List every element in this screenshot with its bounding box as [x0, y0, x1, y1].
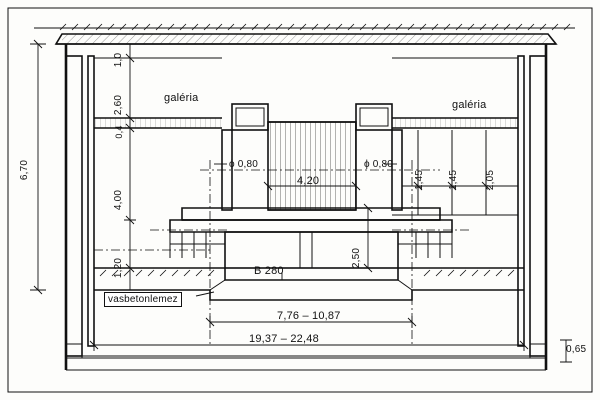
dim-right-2-text: 1,45	[448, 169, 459, 191]
label-gallery-left: galéria	[164, 92, 199, 104]
dim-right-3-text: 2,05	[485, 169, 496, 191]
dim-left-chain	[124, 44, 136, 290]
label-beam-note: B 280	[254, 265, 284, 277]
leader-slab-note	[196, 292, 214, 296]
dim-bottom-outer-text: 19,37 – 22,48	[249, 333, 319, 345]
dim-left-2-text: 2,60	[113, 94, 124, 116]
dim-col-left-text: ϕ 0,80	[229, 159, 259, 170]
dim-left-4-text: 4,00	[113, 189, 124, 211]
label-slab-note: vasbetonlemez	[104, 292, 182, 307]
terrain-hatching	[60, 24, 570, 30]
dim-left-5-text: 1,20	[113, 257, 124, 279]
label-gallery-right: galéria	[452, 99, 487, 111]
dim-center-depth	[362, 204, 374, 272]
dim-left-total-text: 6,70	[19, 159, 30, 181]
dim-center-depth-text: 2,50	[351, 247, 362, 269]
dim-col-right-text: ϕ 0,80	[364, 159, 394, 170]
dim-left-3-text: 0,4	[114, 125, 124, 139]
dim-left-total	[30, 40, 46, 294]
dim-right-1-text: 1,45	[414, 169, 425, 191]
dim-left-1-text: 1,0	[113, 52, 124, 68]
dim-bottom-inner-text: 7,76 – 10,87	[277, 310, 341, 322]
dim-center-span-text: 4,20	[297, 175, 320, 187]
dim-right-edge-text: 0,65	[566, 344, 587, 355]
